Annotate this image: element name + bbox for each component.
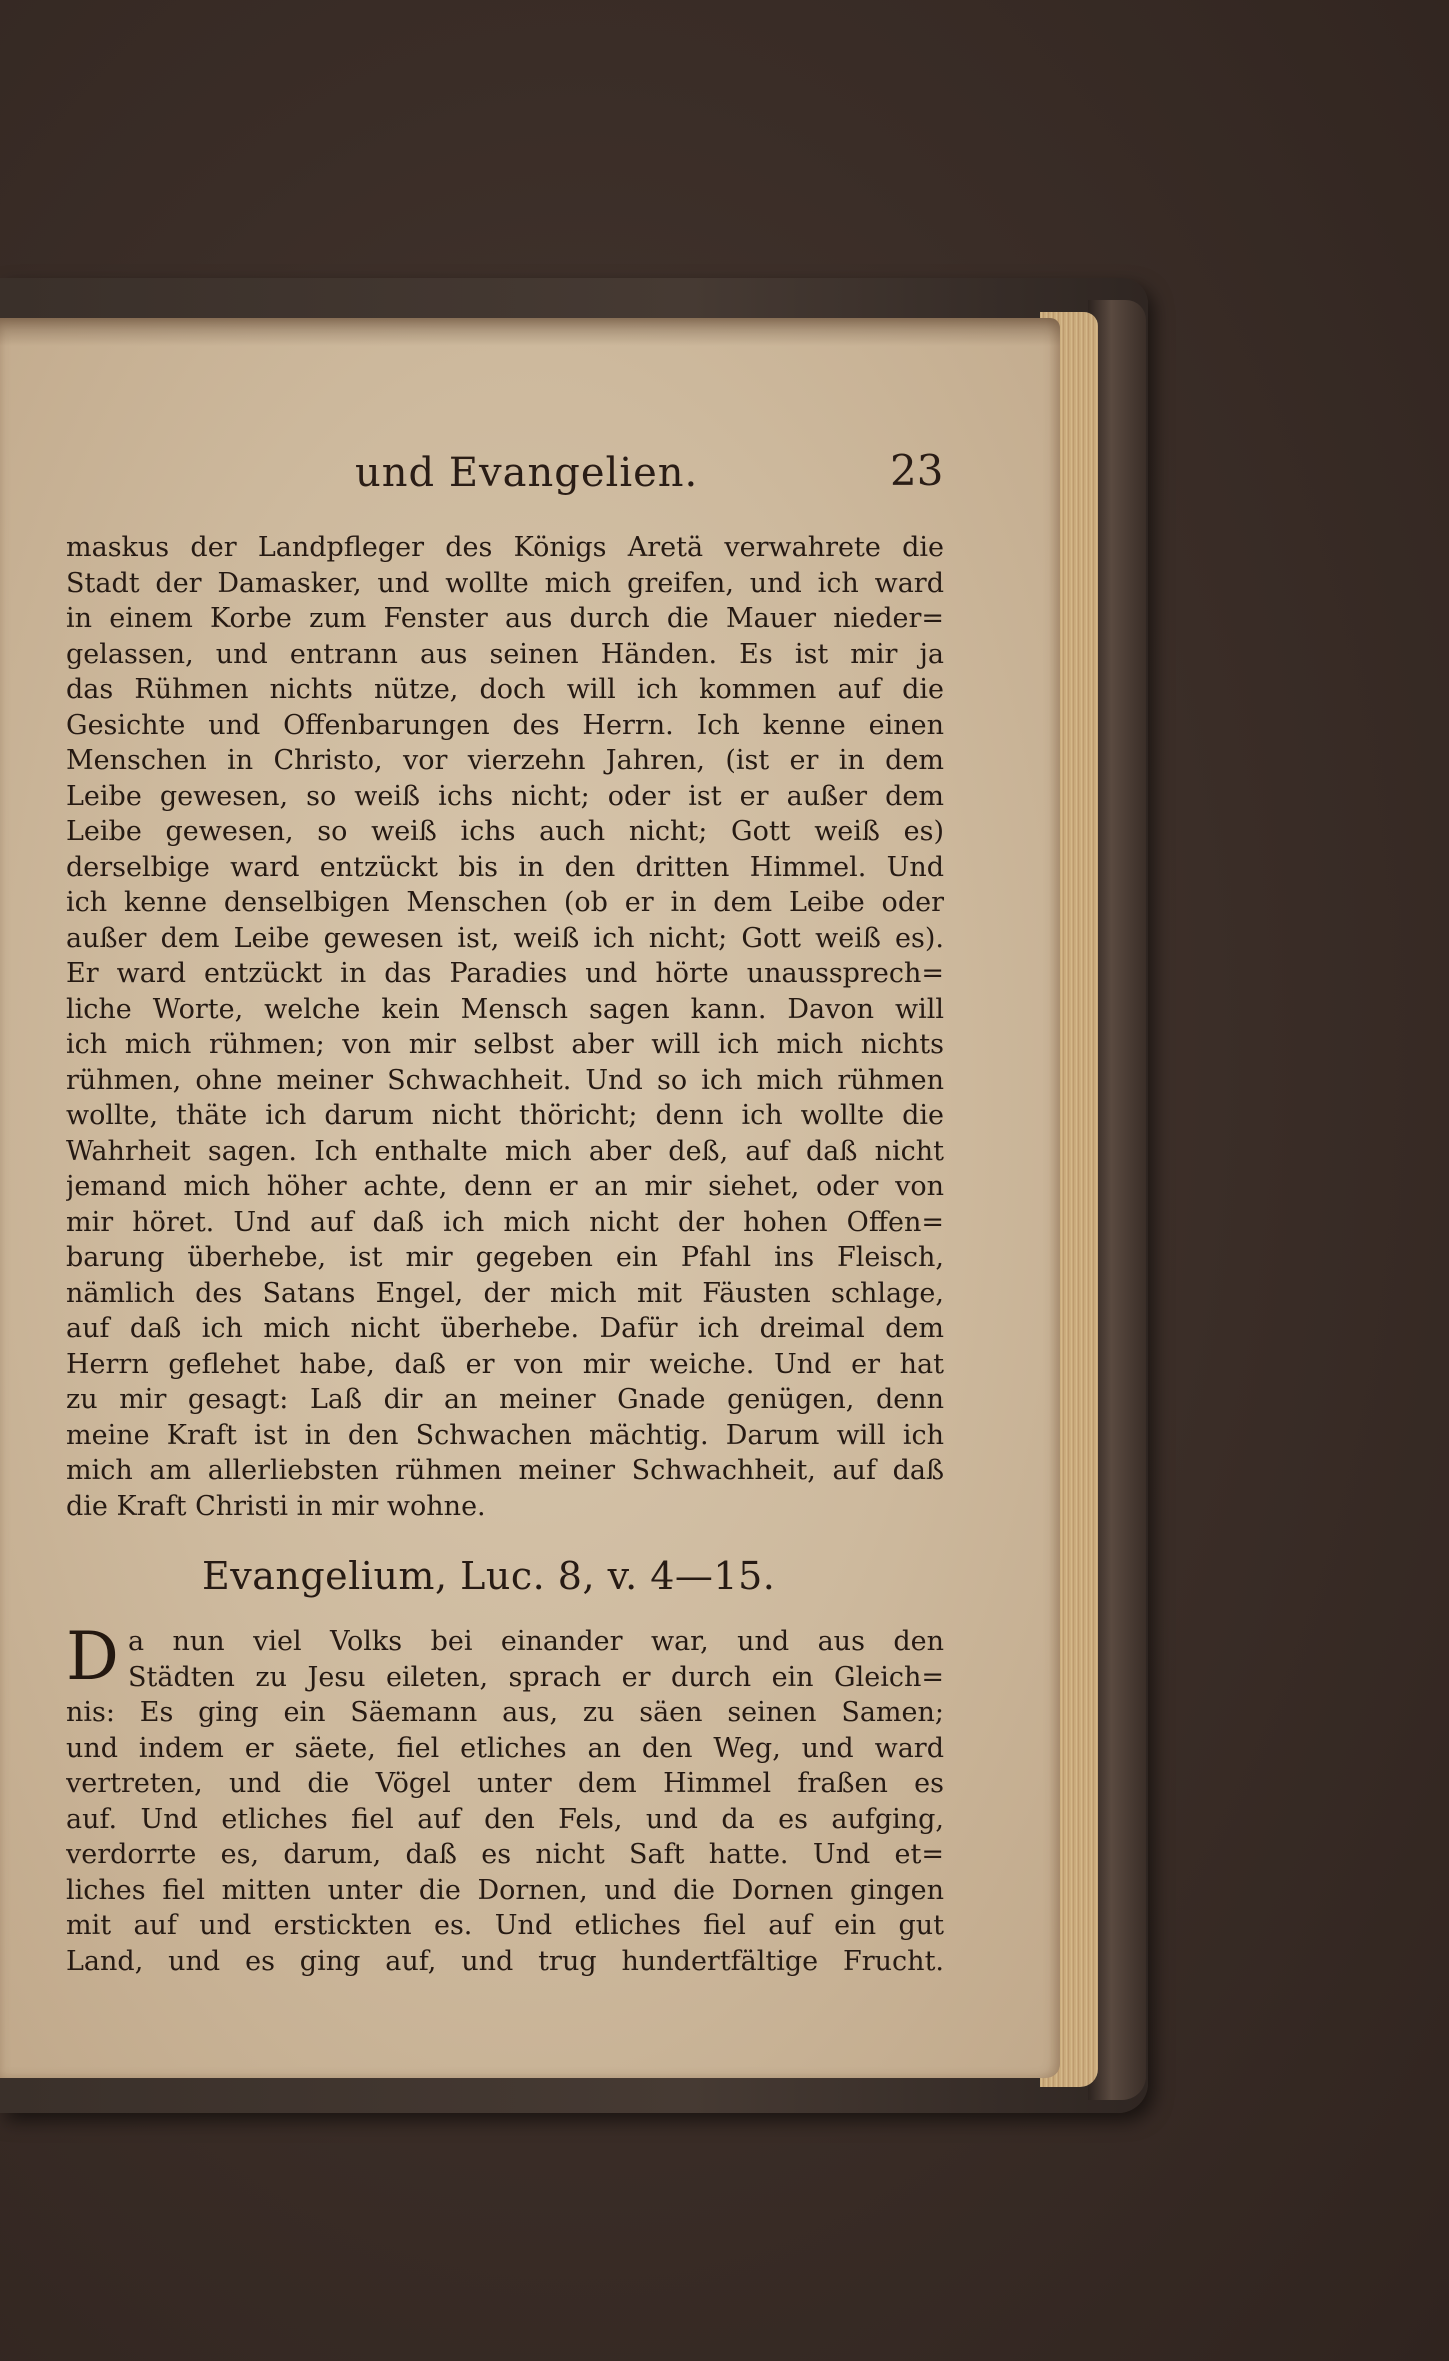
text-line: liche Worte, welche kein Mensch sagen kann. Davon will xyxy=(66,993,944,1025)
text-line: nis: Es ging ein Säemann aus, zu säen seinen Samen; xyxy=(66,1697,944,1728)
text-line: außer dem Leibe gewesen ist, weiß ich nicht; Gott weiß es). xyxy=(66,922,944,954)
text-line: vertreten, und die Vögel unter dem Himmel fraßen es xyxy=(66,1768,944,1799)
text-line: derselbige ward entzückt bis in den dritten Himmel. Und xyxy=(66,851,944,883)
book-page xyxy=(0,318,1060,2078)
text-line: die Kraft Christi in mir wohne. xyxy=(66,1490,486,1522)
text-line: Herrn geflehet habe, daß er von mir weiche. Und er hat xyxy=(66,1348,944,1380)
text-line: mit auf und erstickten es. Und etliches fiel auf ein gut xyxy=(66,1910,944,1941)
text-line: Städten zu Jesu eileten, sprach er durch ein Gleich= xyxy=(128,1661,944,1693)
text-line: mich am allerliebsten rühmen meiner Schwachheit, auf daß xyxy=(66,1455,944,1486)
text-line: maskus der Landpfleger des Königs Aretä verwahrete die xyxy=(66,532,944,563)
text-line: Leibe gewesen, so weiß ichs auch nicht; Gott weiß es) xyxy=(66,816,944,847)
text-line: Stadt der Damasker, und wollte mich greifen, und ich ward xyxy=(66,567,944,599)
page-shadow xyxy=(0,318,1060,346)
text-line: ich mich rühmen; von mir selbst aber will ich mich nichts xyxy=(66,1029,944,1060)
text-line: zu mir gesagt: Laß dir an meiner Gnade genügen, denn xyxy=(66,1384,944,1415)
text-line: ich kenne denselbigen Menschen (ob er in dem Leibe oder xyxy=(66,887,944,918)
text-line: und indem er säete, fiel etliches an den Weg, und ward xyxy=(66,1732,944,1764)
text-line: jemand mich höher achte, denn er an mir siehet, oder von xyxy=(66,1171,944,1202)
epistle-text xyxy=(66,530,944,1524)
text-line: auf daß ich mich nicht überhebe. Dafür ich dreimal dem xyxy=(66,1313,944,1344)
page-number: 23 xyxy=(890,446,944,495)
text-line: in einem Korbe zum Fenster aus durch die Mauer nieder= xyxy=(66,603,944,634)
gospel-text xyxy=(66,1618,944,1979)
text-line: verdorrte es, darum, daß es nicht Saft hatte. Und et= xyxy=(66,1839,944,1870)
text-line: meine Kraft ist in den Schwachen mächtig. Darum will ich xyxy=(66,1419,944,1451)
text-line: nämlich des Satans Engel, der mich mit Fäusten schlage, xyxy=(66,1277,944,1309)
text-line: rühmen, ohne meiner Schwachheit. Und so ich mich rühmen xyxy=(66,1064,944,1096)
text-line: auf. Und etliches fiel auf den Fels, und da es aufging, xyxy=(66,1803,944,1835)
page-header xyxy=(0,446,960,510)
text-line: das Rühmen nichts nütze, doch will ich kommen auf die xyxy=(66,674,944,705)
text-line: a nun viel Volks bei einander war, und aus den xyxy=(128,1626,944,1657)
text-line: Er ward entzückt in das Paradies und hörte unaussprech= xyxy=(66,958,944,989)
text-line: Menschen in Christo, vor vierzehn Jahren, (ist er in dem xyxy=(66,745,944,776)
text-line: Leibe gewesen, so weiß ichs nicht; oder ist er außer dem xyxy=(66,780,944,812)
gospel-heading xyxy=(0,1554,1060,1604)
text-line: wollte, thäte ich darum nicht thöricht; denn ich wollte die xyxy=(66,1100,944,1131)
text-line: Wahrheit sagen. Ich enthalte mich aber deß, auf daß nicht xyxy=(66,1135,944,1167)
text-line: mir höret. Und auf daß ich mich nicht der hohen Offen= xyxy=(66,1206,944,1238)
text-line: Gesichte und Offenbarungen des Herrn. Ich kenne einen xyxy=(66,709,944,741)
text-line: Land, und es ging auf, und trug hundertfältige Frucht. xyxy=(66,1945,944,1977)
running-head: und Evangelien. xyxy=(355,450,699,496)
text-line: gelassen, und entrann aus seinen Händen. Es ist mir ja xyxy=(66,638,944,670)
text-line: liches fiel mitten unter die Dornen, und die Dornen gingen xyxy=(66,1874,944,1906)
drop-cap-initial: D xyxy=(66,1618,119,1695)
text-line: barung überhebe, ist mir gegeben ein Pfahl ins Fleisch, xyxy=(66,1242,944,1273)
gospel-heading-text: Evangelium, Luc. 8, v. 4—15. xyxy=(202,1554,776,1598)
